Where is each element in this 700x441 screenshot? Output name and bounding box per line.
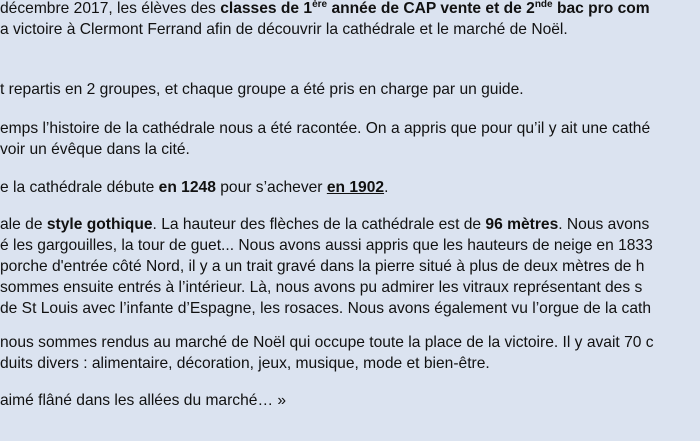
- text-line: [0, 256, 653, 277]
- bold-text-run: classes de 1: [220, 0, 313, 17]
- text-line: [0, 79, 524, 100]
- text-run: e la cathédrale débute: [0, 179, 159, 196]
- text-line: [0, 0, 650, 19]
- text-run: ale de: [0, 216, 47, 233]
- paragraph-intro: [0, 0, 650, 40]
- text-run: nous sommes rendus au marché de Noël qui occupe toute la place de la victoire. Il y avait 70 c: [0, 334, 654, 351]
- bold-text-run: bac pro com: [552, 0, 650, 17]
- paragraph-closing: [0, 390, 286, 411]
- paragraph-history: [0, 118, 650, 160]
- paragraph-gothic-style: [0, 214, 653, 319]
- text-run: a victoire à Clermont Ferrand afin de découvrir la cathédrale et le marché de Noël.: [0, 21, 568, 38]
- text-line: [0, 177, 388, 198]
- text-run: pour s’achever: [215, 179, 327, 196]
- text-run: de St Louis avec l’infante d’Espagne, les rosaces. Nous avons également vu l’orgue de la cath: [0, 300, 652, 317]
- text-run: duits divers : alimentaire, décoration, jeux, musique, mode et bien-être.: [0, 355, 490, 372]
- text-line: [0, 353, 654, 374]
- text-line: [0, 139, 650, 160]
- bold-text-run: année de CAP vente et de 2: [327, 0, 535, 17]
- paragraph-groups: [0, 79, 524, 100]
- bold-text-run: en 1902: [326, 179, 385, 196]
- text-run: sommes ensuite entrés à l’intérieur. Là, nous avons pu admirer les vitraux représentant des s: [0, 279, 643, 296]
- text-line: [0, 118, 650, 139]
- text-run: t repartis en 2 groupes, et chaque groupe a été pris en charge par un guide.: [0, 81, 524, 98]
- text-line: [0, 19, 650, 40]
- paragraph-construction: [0, 177, 388, 198]
- text-line: [0, 298, 653, 319]
- text-run: porche d'entrée côté Nord, il y a un trait gravé dans la pierre situé à plus de deux mètres de h: [0, 258, 645, 275]
- text-run: . Nous avons: [558, 216, 650, 233]
- text-line: [0, 235, 653, 256]
- text-run: .: [384, 179, 389, 196]
- text-run: aimé flâné dans les allées du marché… »: [0, 392, 287, 409]
- bold-text-run: 96 mètres: [485, 216, 559, 233]
- paragraph-christmas-market: [0, 332, 654, 374]
- superscript-run: ère: [312, 0, 328, 10]
- text-run: emps l’histoire de la cathédrale nous a été racontée. On a appris que pour qu’il y ait une cathé: [0, 120, 651, 137]
- superscript-run: nde: [534, 0, 553, 10]
- text-line: [0, 332, 654, 353]
- text-run: décembre 2017, les élèves des: [0, 0, 221, 17]
- text-run: voir un évêque dans la cité.: [0, 141, 190, 158]
- text-run: . La hauteur des flèches de la cathédrale est de: [152, 216, 486, 233]
- text-line: [0, 277, 653, 298]
- bold-text-run: en 1248: [158, 179, 216, 196]
- text-line: [0, 390, 286, 411]
- text-line: [0, 214, 653, 235]
- bold-text-run: style gothique: [46, 216, 153, 233]
- text-run: é les gargouilles, la tour de guet... Nous avons aussi appris que les hauteurs de neige en 1833: [0, 237, 653, 254]
